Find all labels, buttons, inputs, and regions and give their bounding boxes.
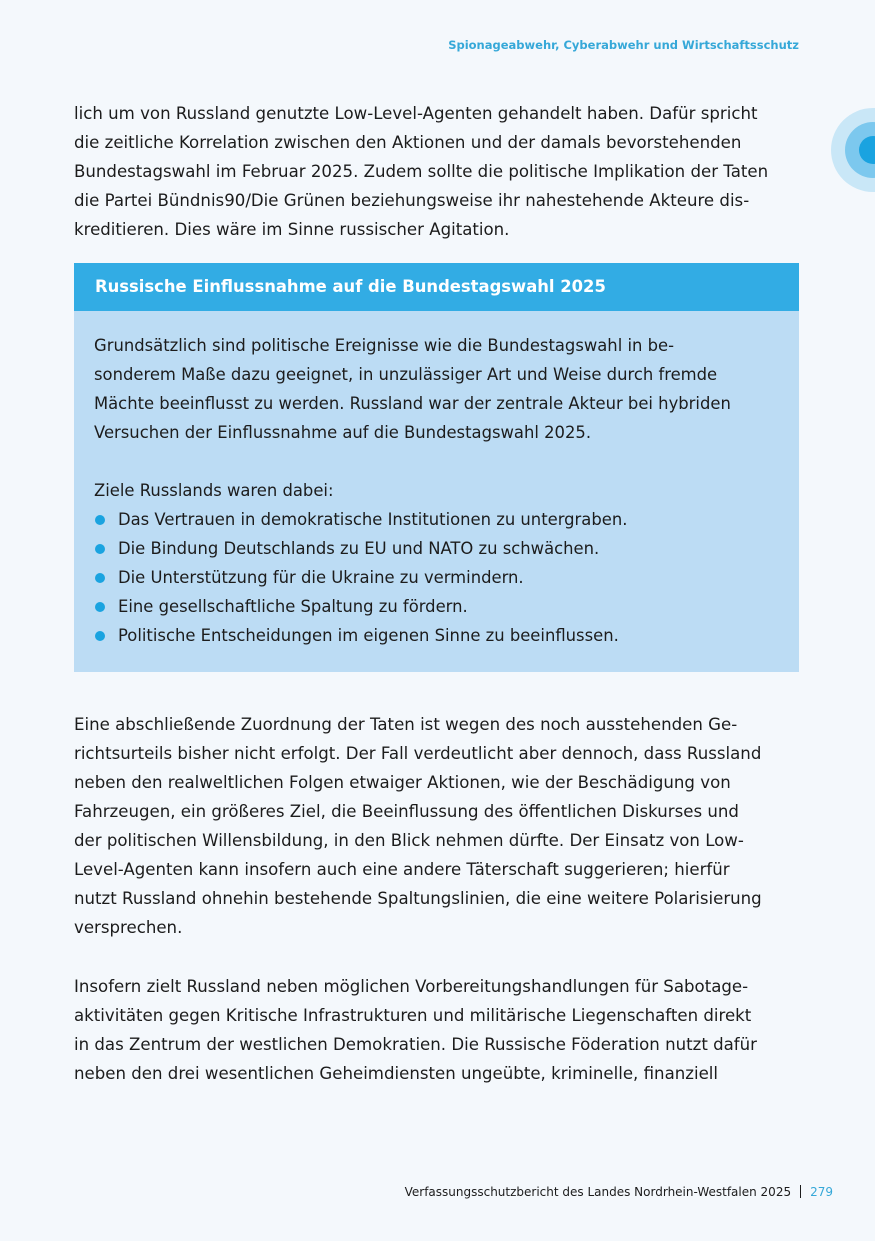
text-line: neben den realweltlichen Folgen etwaiger Aktionen, wie der Beschädigung von bbox=[74, 773, 731, 792]
info-box-title: Russische Einflussnahme auf die Bundestagswahl 2025 bbox=[74, 263, 799, 311]
info-box bbox=[74, 263, 799, 672]
page-footer bbox=[405, 1185, 833, 1199]
body-paragraph-2 bbox=[74, 710, 800, 942]
text-line: neben den drei wesentlichen Geheimdiensten ungeübte, kriminelle, finanziell bbox=[74, 1064, 719, 1083]
text-line: Mächte beeinflusst zu werden. Russland war der zentrale Akteur bei hybriden bbox=[94, 394, 731, 413]
text-line: Insofern zielt Russland neben möglichen Vorbereitungshandlungen für Sabotage- bbox=[74, 977, 749, 996]
publication-title: Verfassungsschutzbericht des Landes Nordrhein-Westfalen 2025 bbox=[404, 1185, 792, 1199]
text-line: Fahrzeugen, ein größeres Ziel, die Beeinflussung des öffentlichen Diskurses und bbox=[74, 802, 739, 821]
bullet-icon bbox=[95, 631, 105, 641]
text-line: aktivitäten gegen Kritische Infrastrukturen und militärische Liegenschaften direkt bbox=[74, 1006, 752, 1025]
page-number: 279 bbox=[810, 1185, 833, 1199]
bullet-icon bbox=[95, 515, 105, 525]
text-line: Grundsätzlich sind politische Ereignisse wie die Bundestagswahl in be- bbox=[94, 336, 675, 355]
text-line: Versuchen der Einflussnahme auf die Bundestagswahl 2025. bbox=[94, 423, 592, 442]
list-item: Politische Entscheidungen im eigenen Sinne zu beeinflussen. bbox=[94, 621, 779, 650]
list-item: Eine gesellschaftliche Spaltung zu fördern. bbox=[94, 592, 779, 621]
list-item: Die Unterstützung für die Ukraine zu vermindern. bbox=[94, 563, 779, 592]
list-intro: Ziele Russlands waren dabei: bbox=[94, 481, 334, 500]
text-line: lich um von Russland genutzte Low-Level-Agenten gehandelt haben. Dafür spricht bbox=[74, 104, 758, 123]
bullet-icon bbox=[95, 602, 105, 612]
text-line: die zeitliche Korrelation zwischen den Aktionen und der damals bevorstehenden bbox=[74, 133, 742, 152]
intro-paragraph bbox=[74, 99, 800, 244]
info-box-body bbox=[74, 311, 799, 650]
footer-divider bbox=[800, 1185, 801, 1198]
text-line: richtsurteils bisher nicht erfolgt. Der Fall verdeutlicht aber dennoch, dass Russland bbox=[74, 744, 762, 763]
text-line: versprechen. bbox=[74, 918, 183, 937]
text-line: nutzt Russland ohnehin bestehende Spaltungslinien, die eine weitere Polarisierung bbox=[74, 889, 762, 908]
list-item: Die Bindung Deutschlands zu EU und NATO zu schwächen. bbox=[94, 534, 779, 563]
text-line: die Partei Bündnis90/Die Grünen beziehungsweise ihr nahestehende Akteure dis- bbox=[74, 191, 750, 210]
bullet-icon bbox=[95, 573, 105, 583]
text-line: Level-Agenten kann insofern auch eine andere Täterschaft suggerieren; hierfür bbox=[74, 860, 730, 879]
running-header: Spionageabwehr, Cyberabwehr und Wirtschaftsschutz bbox=[448, 38, 799, 52]
decorative-circles bbox=[831, 108, 875, 192]
text-line: sonderem Maße dazu geeignet, in unzulässiger Art und Weise durch fremde bbox=[94, 365, 718, 384]
list-item: Das Vertrauen in demokratische Institutionen zu untergraben. bbox=[94, 505, 779, 534]
text-line: kreditieren. Dies wäre im Sinne russischer Agitation. bbox=[74, 220, 510, 239]
text-line: in das Zentrum der westlichen Demokratien. Die Russische Föderation nutzt dafür bbox=[74, 1035, 757, 1054]
bullet-icon bbox=[95, 544, 105, 554]
text-line: Eine abschließende Zuordnung der Taten ist wegen des noch ausstehenden Ge- bbox=[74, 715, 738, 734]
goals-list bbox=[94, 505, 779, 650]
text-line: Bundestagswahl im Februar 2025. Zudem sollte die politische Implikation der Taten bbox=[74, 162, 769, 181]
text-line: der politischen Willensbildung, in den Blick nehmen dürfte. Der Einsatz von Low- bbox=[74, 831, 744, 850]
body-paragraph-3 bbox=[74, 972, 800, 1088]
